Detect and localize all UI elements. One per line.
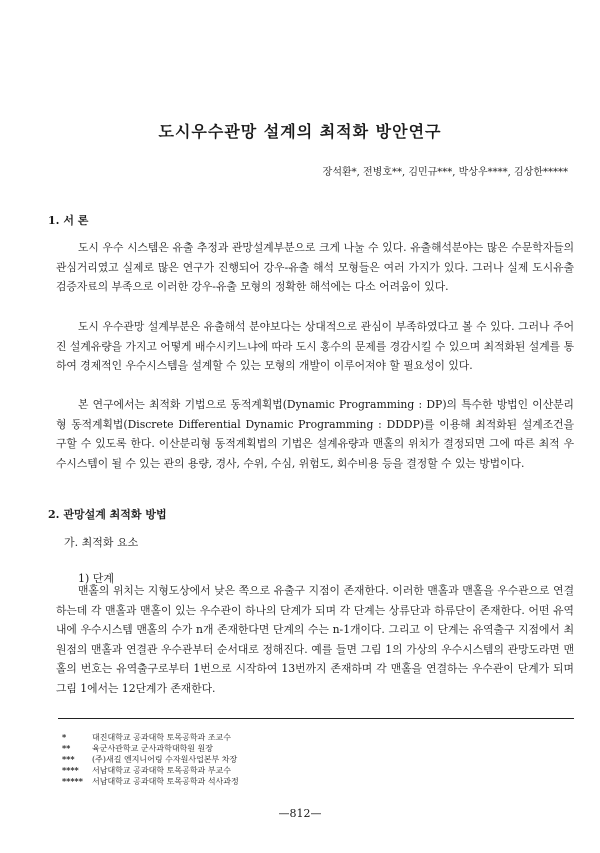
- footnote-3: [62, 754, 237, 765]
- section-1-paragraph-1: 도시 우수 시스템은 유출 추정과 관망설계부분으로 크게 나눌 수 있다. 유출해석분야는 많은 수문학자들의 관심거리였고 실제로 많은 연구가 진행되어 강우-유출 해석 모형들은 여러 가지가 있다. 그러나 실제 도시유출 검증자료의 부족으로 이러한 강우-유출 모형의 정확한 해석에는 다소 어려움이 있다.: [56, 241, 574, 293]
- section-2-heading: 2. 관망설계 최적화 방법: [48, 508, 167, 521]
- footnote-text: 육군사관학교 군사과학대학원 원장: [92, 744, 214, 753]
- footnote-text: (주)새길 엔지니어링 수자원사업본부 차장: [92, 755, 238, 764]
- footnote-mark: ****: [62, 765, 79, 775]
- footnote-mark: *****: [62, 776, 83, 786]
- footnote-4: [62, 765, 231, 776]
- section-1-heading: 1. 서 론: [48, 214, 89, 227]
- author-list: 장석환*, 전병호**, 김민규***, 박상우****, 김상한*****: [322, 167, 568, 178]
- section-1-paragraph-3: 본 연구에서는 최적화 기법으로 동적계획법(Dynamic Programming : DP)의 특수한 방법인 이산분리형 동적계획법(Discrete Differential Dynamic Programming : DDDP)를 이용해 최적화된 설계조건을 구할 수 있도록 한다. 이산분리형 동적계획법의 기법은 설계유량과 맨홀의 위치가 결정되면 그에 따른 최적 우수시스템이 될 수 있는 관의 용량, 경사, 수위, 수심, 위험도, 회수비용 등을 결정할 수 있는 방법이다.: [56, 398, 574, 470]
- page-number: —812—: [278, 807, 322, 820]
- footnote-mark: *: [62, 732, 67, 742]
- subsubsection-heading: 1) 단계: [78, 572, 115, 585]
- footnote-mark: **: [62, 743, 71, 753]
- footnote-text: 대진대학교 공과대학 토목공학과 조교수: [92, 733, 232, 742]
- section-2-paragraph: 맨홀의 위치는 지형도상에서 낮은 쪽으로 유출구 지점이 존재한다. 이러한 맨홀과 맨홀을 우수관으로 연결하는데 각 맨홀과 맨홀이 있는 우수관이 하나의 단계가 되며 각 단계는 상류단과 하류단이 존재한다. 어떤 유역 내에 우수시스템 맨홀의 수가 n개 존재한다면 단계의 수는 n-1개이다. 그리고 이 단계는 유역출구 지점에서 최원점의 맨홀과 연결관 우수관부터 순서대로 정해진다. 예를 들면 그림 1의 가상의 우수시스템의 관망도라면 맨홀의 번호는 유역출구로부터 1번으로 시작하여 13번까지 존재하며 각 맨홀을 연결하는 우수관이 단계가 되며 그림 1에서는 12단계가 존재한다.: [56, 584, 574, 695]
- footnote-1: [62, 732, 231, 743]
- footnote-text: 서남대학교 공과대학 토목공학과 석사과정: [92, 777, 239, 786]
- paper-title: 도시우수관망 설계의 최적화 방안연구: [158, 122, 442, 141]
- footnote-divider: [58, 718, 574, 719]
- section-1-paragraph-2: 도시 우수관망 설계부분은 유출해석 분야보다는 상대적으로 관심이 부족하였다고 볼 수 있다. 그러나 주어진 설계유량을 가지고 어떻게 배수시키느냐에 따라 도시 홍수의 문제를 경감시킬 수 있으며 최적화된 설계를 통하여 경제적인 우수시스템을 설계할 수 있는 모형의 개발이 이루어져야 할 필요성이 있다.: [56, 320, 574, 372]
- footnote-text: 서남대학교 공과대학 토목공학과 부교수: [92, 766, 232, 775]
- footnote-5: [62, 776, 239, 787]
- subsection-heading: 가. 최적화 요소: [64, 536, 139, 549]
- footnote-mark: ***: [62, 754, 75, 764]
- footnote-2: [62, 743, 213, 754]
